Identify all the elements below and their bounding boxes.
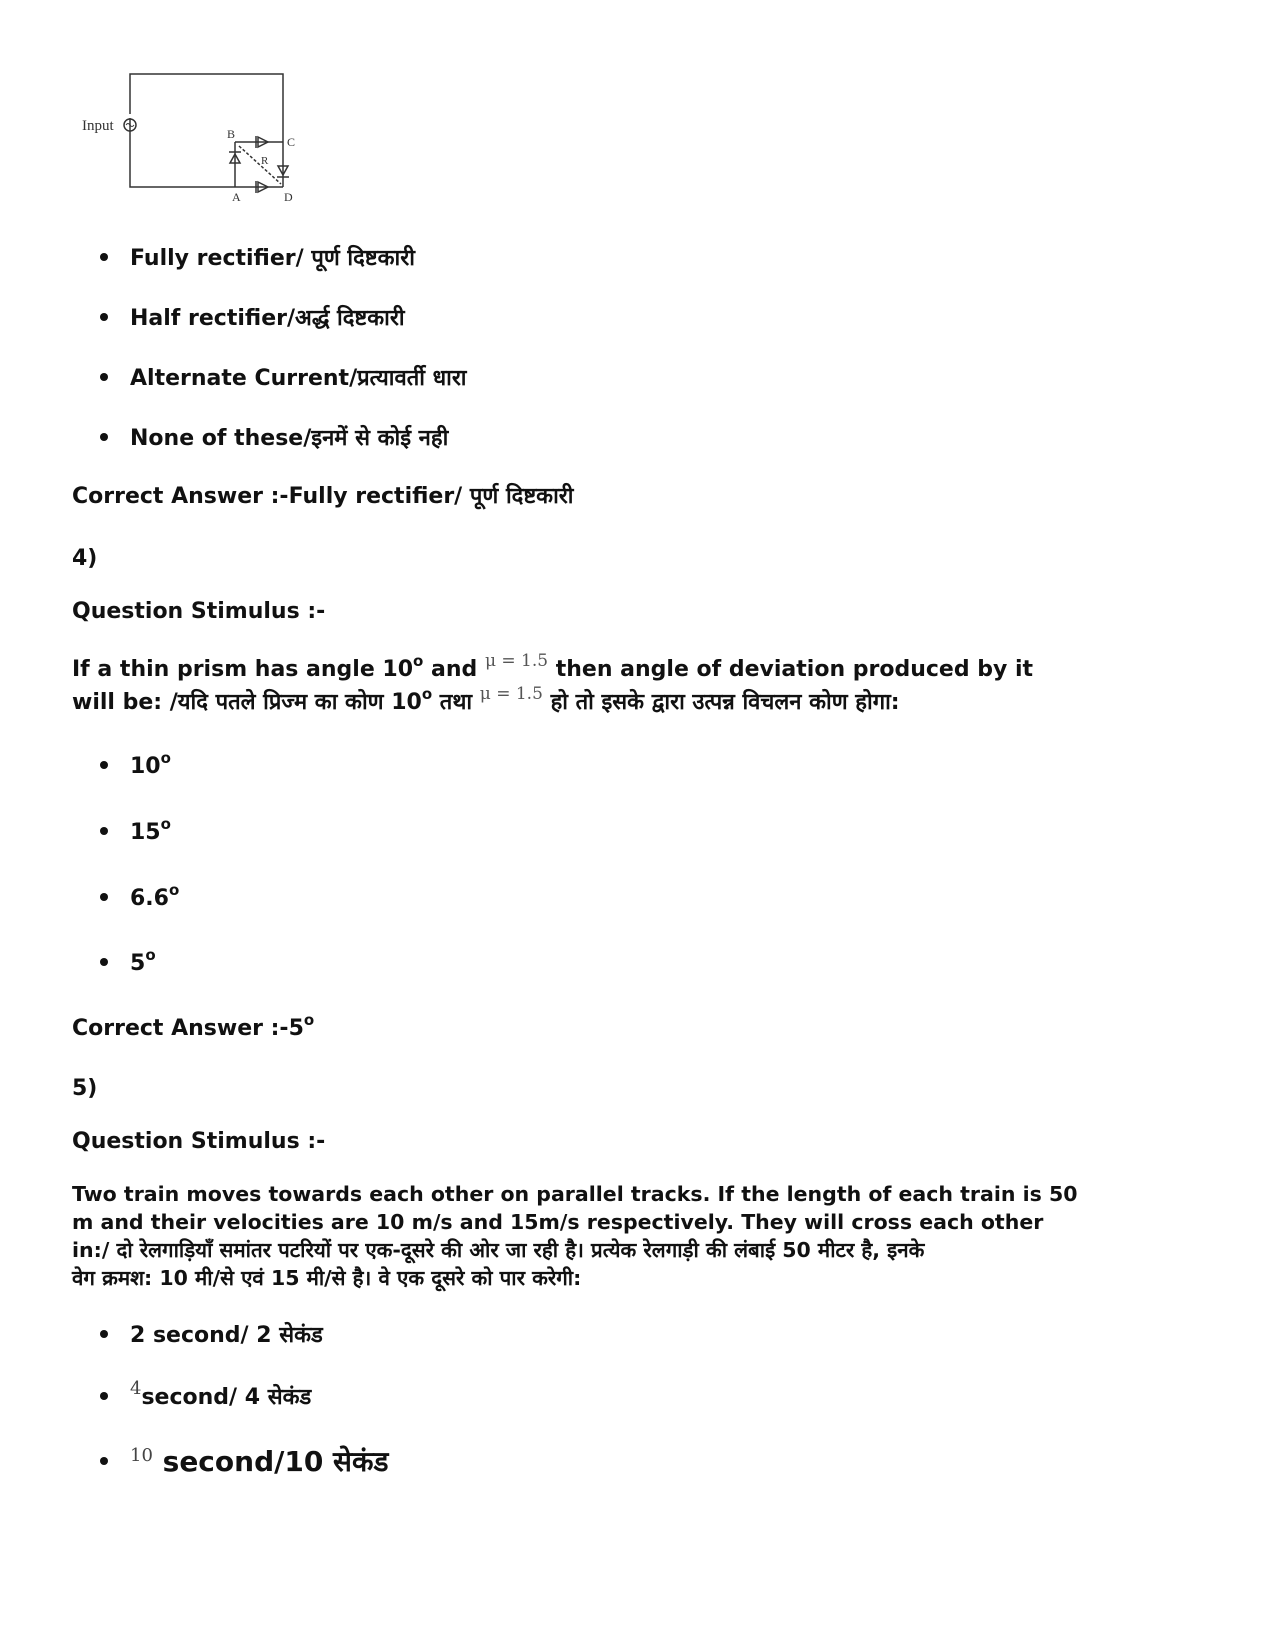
q5-number: 5) [72, 1076, 98, 1101]
bullet-icon [100, 1330, 108, 1338]
q5-question-line-2: m and their velocities are 10 m/s and 15m/s respectively. They will cross each other [72, 1210, 1044, 1234]
q5-question-line-3: in:/ दो रेलगाड़ियाँ समांतर पटरियों पर एक-दूसरे की ओर जा रही है। प्रत्येक रेलगाड़ी की लंबाई 50 मीटर है, इनके [72, 1238, 925, 1262]
q5-option-3: $^{10}$ second/10 सेकंड [100, 1445, 388, 1483]
q4-question-line-2: will be: /यदि पतले प्रिज्म का कोण 10$^o$ तथा $^{\mu = 1.5}$ हो तो इसके द्वारा उत्पन्न विचलन कोण होगा: [72, 684, 900, 715]
mu-expression: μ = 1.5 [484, 651, 549, 671]
bullet-icon [100, 761, 108, 769]
bullet-icon [100, 313, 108, 321]
bullet-icon [100, 827, 108, 835]
q3-correct-answer: Correct Answer :-Fully rectifier/ पूर्ण दिष्टकारी [72, 484, 574, 509]
q3-option-2: Half rectifier/अर्द्ध दिष्टकारी [100, 305, 405, 333]
q5-stimulus-label: Question Stimulus :- [72, 1129, 326, 1154]
q4-option-1: 10$^o$ [100, 753, 171, 781]
q4-option-2: 15$^o$ [100, 819, 171, 847]
bullet-icon [100, 253, 108, 261]
bullet-icon [100, 893, 108, 901]
bullet-icon [100, 958, 108, 966]
bullet-icon [100, 1457, 108, 1465]
q3-option-3: Alternate Current/प्रत्यावर्ती धारा [100, 365, 467, 393]
bullet-icon [100, 433, 108, 441]
q4-question-line-1: If a thin prism has angle 10$^o$ and $^{\mu = 1.5}$ then angle of deviation produced by it [72, 651, 1034, 682]
bullet-icon [100, 373, 108, 381]
node-b-label: B [227, 127, 236, 141]
q5-question-line-1: Two train moves towards each other on parallel tracks. If the length of each train is 50 [72, 1182, 1078, 1206]
q5-question-line-4: वेग क्रमश: 10 मी/से एवं 15 मी/से है। वे एक दूसरे को पार करेगी: [72, 1266, 582, 1290]
input-label: Input [82, 118, 114, 134]
q5-option-2: $^4$second/ 4 सेकंड [100, 1384, 311, 1413]
q4-correct-answer: Correct Answer :-5$^o$ [72, 1010, 315, 1041]
bridge-rectifier-diagram [75, 70, 325, 210]
node-r-label: R [261, 155, 269, 167]
node-d-label: D [284, 190, 293, 204]
q5-option-1: 2 second/ 2 सेकंड [100, 1322, 323, 1350]
q4-option-3: 6.6$^o$ [100, 885, 179, 913]
node-c-label: C [287, 135, 296, 149]
node-a-label: A [232, 190, 241, 204]
q4-option-4: 5$^o$ [100, 950, 156, 978]
q4-number: 4) [72, 546, 98, 571]
q3-option-4: None of these/इनमें से कोई नही [100, 425, 448, 453]
bullet-icon [100, 1392, 108, 1400]
q3-option-1: Fully rectifier/ पूर्ण दिष्टकारी [100, 245, 415, 273]
q4-stimulus-label: Question Stimulus :- [72, 599, 326, 624]
mu-expression: μ = 1.5 [479, 684, 543, 704]
